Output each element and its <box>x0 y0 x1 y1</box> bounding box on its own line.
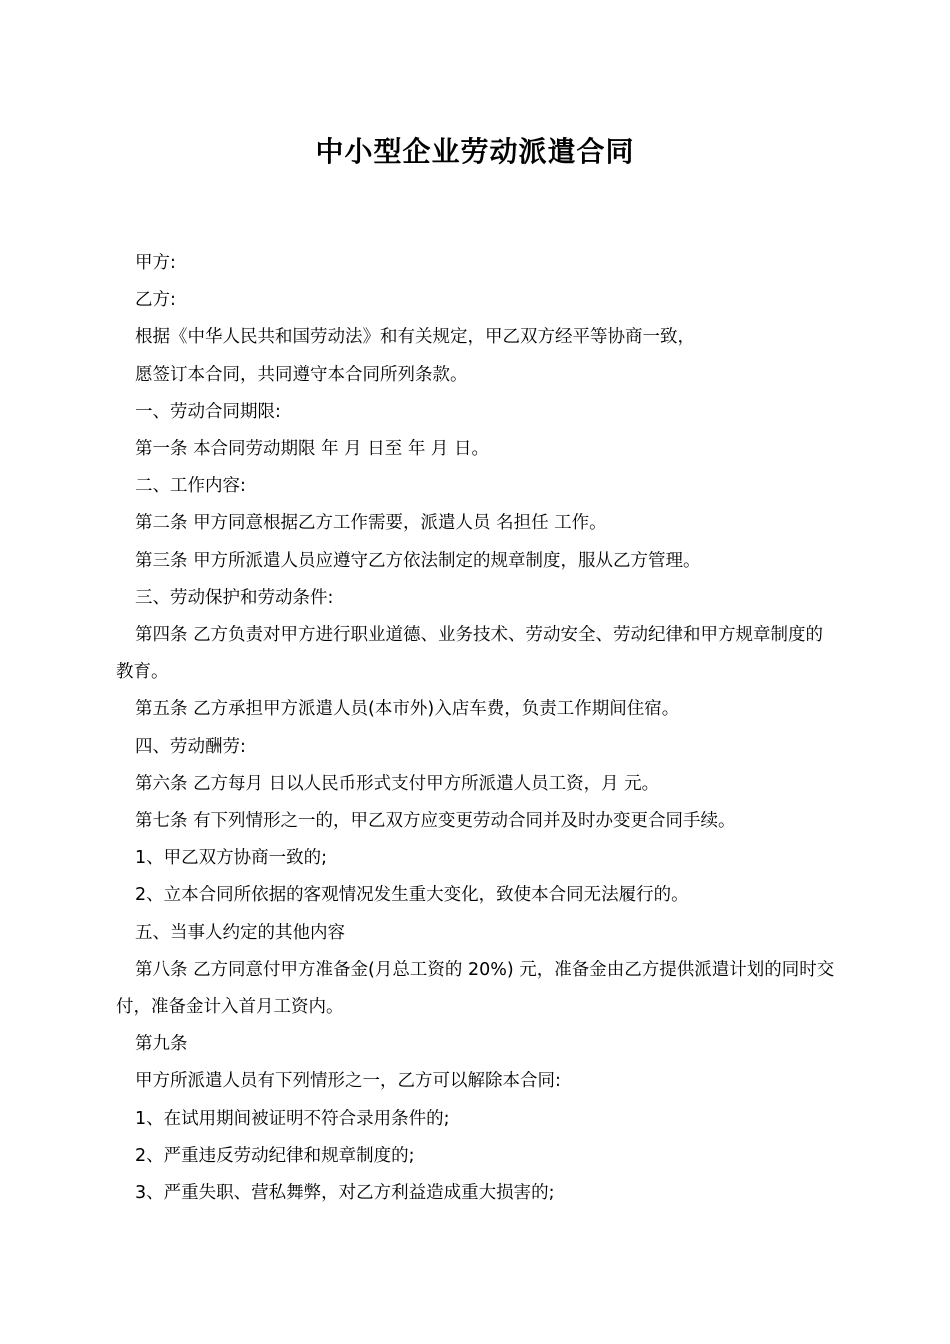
section-heading: 二、工作内容: <box>135 476 246 497</box>
paragraph: 第七条 有下列情形之一的，甲乙双方应变更劳动合同并及时办变更合同手续。 <box>135 811 736 832</box>
paragraph: 第九条 <box>135 1034 188 1055</box>
section-heading: 四、劳动酬劳: <box>135 736 246 757</box>
paragraph: 第五条 乙方承担甲方派遣人员(本市外)入店车费，负责工作期间住宿。 <box>135 699 680 720</box>
paragraph: 第二条 甲方同意根据乙方工作需要，派遣人员 名担任 工作。 <box>135 513 607 534</box>
paragraph: 根据《中华人民共和国劳动法》和有关规定，甲乙双方经平等协商一致， <box>135 327 695 348</box>
paragraph: 第四条 乙方负责对甲方进行职业道德、业务技术、劳动安全、劳动纪律和甲方规章制度的教育。 <box>116 625 824 683</box>
section-heading: 五、当事人约定的其他内容 <box>135 922 345 943</box>
document-body <box>116 245 836 1212</box>
list-item: 2、严重违反劳动纪律和规章制度的; <box>135 1145 415 1166</box>
document-title: 中小型企业劳动派遣合同 <box>315 135 635 168</box>
paragraph: 第一条 本合同劳动期限 年 月 日至 年 月 日。 <box>135 439 489 460</box>
section-heading: 一、劳动合同期限: <box>135 401 281 422</box>
list-item: 1、甲乙双方协商一致的; <box>135 848 328 869</box>
list-item: 3、严重失职、营私舞弊，对乙方利益造成重大损害的; <box>135 1183 555 1204</box>
paragraph: 第六条 乙方每月 日以人民币形式支付甲方所派遣人员工资，月 元。 <box>135 773 660 794</box>
paragraph: 第八条 乙方同意付甲方准备金(月总工资的 20%) 元，准备金由乙方提供派遣计划的同时交付，准备金计入首月工资内。 <box>116 959 835 1018</box>
paragraph: 乙方: <box>135 290 176 311</box>
list-item: 1、在试用期间被证明不符合录用条件的; <box>135 1108 450 1129</box>
section-heading: 三、劳动保护和劳动条件: <box>135 587 334 608</box>
paragraph: 甲方所派遣人员有下列情形之一，乙方可以解除本合同: <box>135 1071 561 1092</box>
paragraph: 第三条 甲方所派遣人员应遵守乙方依法制定的规章制度，服从乙方管理。 <box>135 550 701 571</box>
list-item: 2、立本合同所依据的客观情况发生重大变化，致使本合同无法履行的。 <box>135 885 689 906</box>
paragraph: 甲方: <box>135 253 176 273</box>
paragraph: 愿签订本合同，共同遵守本合同所列条款。 <box>135 364 468 385</box>
